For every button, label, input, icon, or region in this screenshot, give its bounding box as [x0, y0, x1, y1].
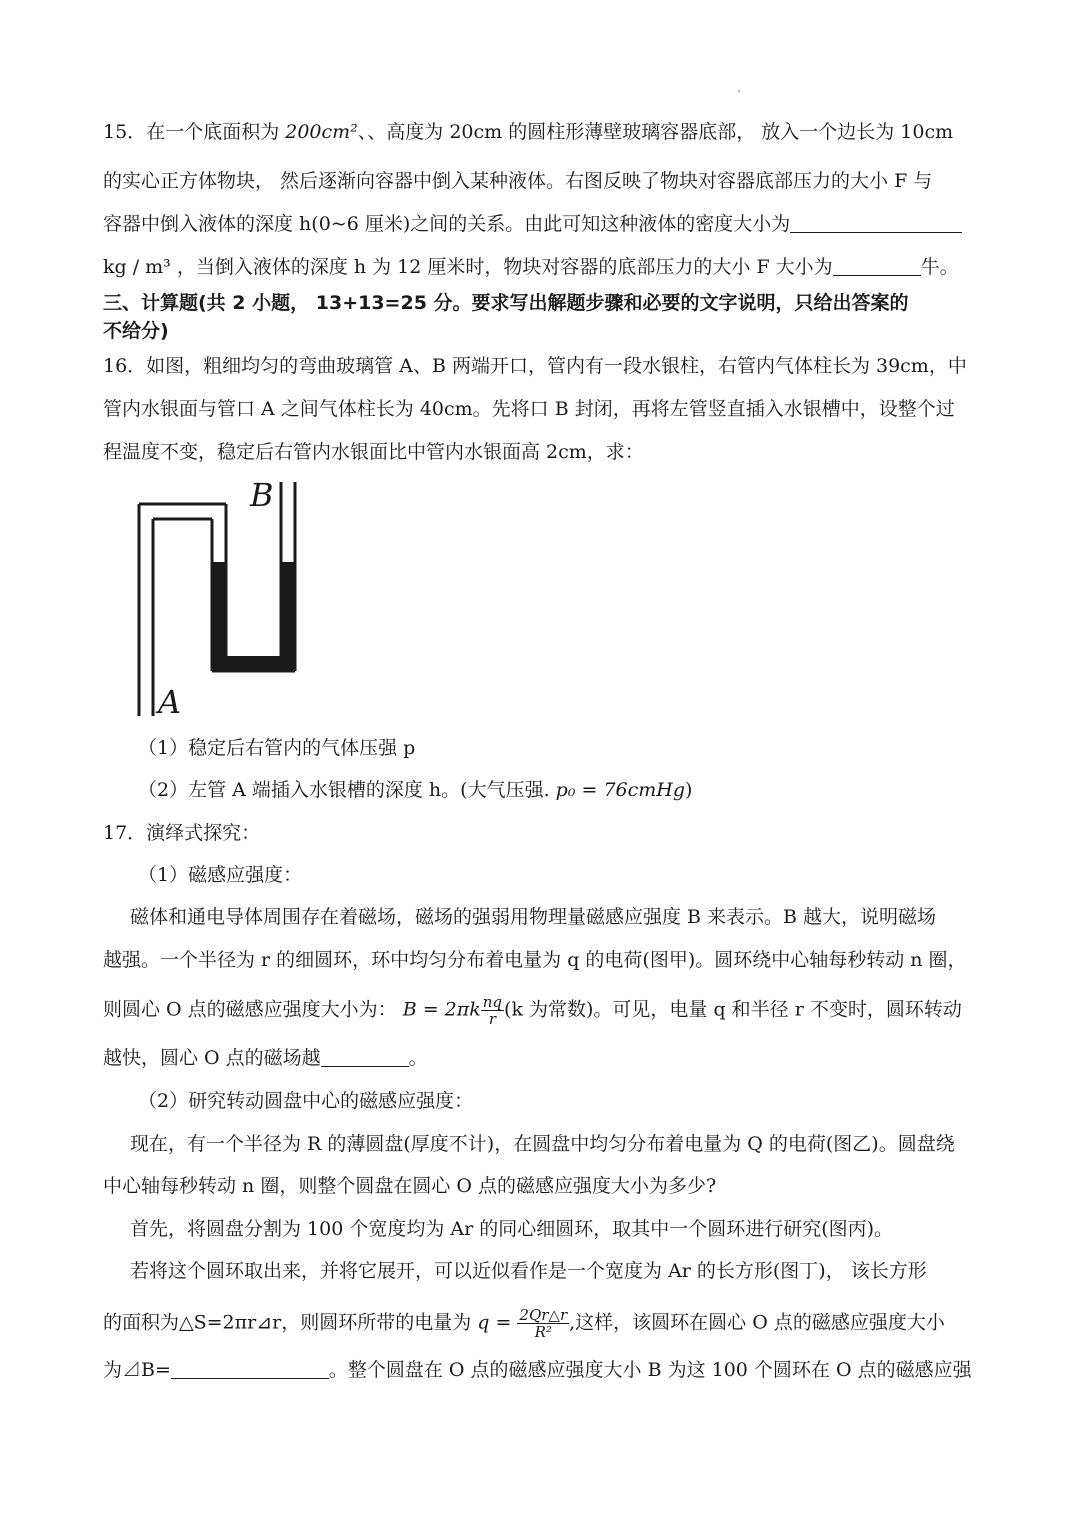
q15-text-2: 、、高度为 20cm 的圆柱形薄壁玻璃容器底部， 放入一个边长为 10cm	[357, 121, 954, 143]
q16-line-2: 管内水银面与管口 A 之间气体柱长为 40cm。先将口 B 封闭，再将左管竖直插入水银槽中，设整个过	[103, 398, 955, 420]
q15-line-4	[103, 254, 959, 280]
q17-p4-line-3-pre: 为⊿B=	[103, 1359, 171, 1381]
q17-p1-line-3-pre: 则圆心 O 点的磁感应强度大小为：	[103, 998, 403, 1021]
answer-blank-delta-b[interactable]	[171, 1360, 329, 1379]
section-heading-line-1: 三、计算题(共 2 小题， 13+13=25 分。要求写出解题步骤和必要的文字说明，只给出答案的	[103, 292, 909, 314]
q16-line-1: 16．如图，粗细均匀的弯曲玻璃管 A、B 两端开口，管内有一段水银柱，右管内气体柱长为 39cm，中	[103, 355, 967, 377]
scan-speck	[738, 90, 740, 92]
fraction-denominator: r	[488, 1010, 496, 1028]
q15-text-4: kg / m³ ，当倒入液体的深度 h 为 12 厘米时，物块对容器的底部压力的大小 F 大小为	[103, 256, 833, 278]
q17-sub-1-title: （1）磁感应强度：	[138, 864, 303, 886]
bent-tube-diagram	[130, 476, 310, 721]
mercury-column	[212, 562, 295, 671]
q17-p3-line-1: 首先，将圆盘分割为 100 个宽度均为 Ar 的同心细圆环，取其中一个圆环进行研究(图丙)。	[130, 1218, 894, 1240]
q15-text-1: 在一个底面积为	[146, 121, 286, 143]
answer-blank-force[interactable]	[833, 257, 921, 276]
q16-line-3: 程温度不变，稳定后右管内水银面比中管内水银面高 2cm，求：	[103, 441, 644, 463]
answer-blank-field-strength[interactable]	[321, 1048, 409, 1067]
b-formula-lhs: B = 2πk	[402, 998, 481, 1021]
q17-p2-line-2: 中心轴每秒转动 n 圈，则整个圆盘在圆心 O 点的磁感应强度大小为多少?	[103, 1175, 717, 1197]
q15-area-formula: 200cm²	[285, 121, 358, 143]
q15-text-4-end: 牛。	[920, 256, 959, 278]
q16-sub-1: （1）稳定后右管内的气体压强 p	[138, 737, 416, 759]
q15-number: 15．	[103, 121, 147, 143]
b-formula-fraction	[481, 994, 504, 1027]
q17-title: 17．演绎式探究：	[103, 822, 261, 844]
fraction-numerator: nq	[482, 993, 503, 1011]
fraction-denominator: R²	[534, 1323, 552, 1341]
q17-p1-line-4-pre: 越快，圆心 O 点的磁场越	[103, 1047, 321, 1069]
q16-sub-2-close: )	[685, 779, 693, 801]
q17-p4-line-1: 若将这个圆环取出来，并将它展开，可以近似看作是一个宽度为 Ar 的长方形(图丁)， 该长方形	[130, 1260, 927, 1282]
q17-sub-2-title: （2）研究转动圆盘中心的磁感应强度：	[138, 1090, 474, 1112]
q17-p2-line-1: 现在，有一个半径为 R 的薄圆盘(厚度不计)，在圆盘中均匀分布着电量为 Q 的电荷(图乙)。圆盘绕	[130, 1133, 955, 1155]
q17-p1-line-4-end: 。	[408, 1047, 428, 1069]
answer-blank-density[interactable]	[790, 214, 962, 233]
q17-p1-line-3-post: (k 为常数)。可见，电量 q 和半径 r 不变时，圆环转动	[504, 998, 962, 1021]
label-b: B	[250, 476, 274, 514]
q17-p4-line-2	[103, 1307, 945, 1340]
q17-p4-line-2-post: ,这样，该圆环在圆心 O 点的磁感应强度大小	[569, 1311, 945, 1334]
atm-pressure-formula: p₀ = 76cmHg	[555, 779, 686, 801]
q17-p4-line-3-post: 。整个圆盘在 O 点的磁感应强度大小 B 为这 100 个圆环在 O 点的磁感应强	[328, 1359, 972, 1381]
section-heading-line-2: 不给分)	[103, 320, 169, 342]
q17-p1-line-2: 越强。一个半径为 r 的细圆环，环中均匀分布着电量为 q 的电荷(图甲)。圆环绕中心轴每秒转动 n 圈，	[103, 949, 967, 971]
q15-line-2: 的实心正方体物块， 然后逐渐向容器中倒入某种液体。右图反映了物块对容器底部压力的大小 F 与	[103, 170, 933, 192]
fraction-numerator: 2Qr△r	[519, 1306, 568, 1324]
q16-sub-2	[138, 777, 692, 803]
q17-p4-line-3	[103, 1357, 972, 1383]
q17-p1-line-4	[103, 1045, 428, 1071]
q-formula-fraction	[517, 1307, 569, 1340]
q17-p1-line-1: 磁体和通电导体周围存在着磁场，磁场的强弱用物理量磁感应强度 B 来表示。B 越大，说明磁场	[130, 906, 937, 928]
q-formula-lhs: q =	[477, 1311, 518, 1334]
q16-sub-2-text: （2）左管 A 端插入水银槽的深度 h。(大气压强.	[138, 779, 556, 801]
q15-line-1	[103, 119, 953, 145]
q15-text-3: 容器中倒入液体的深度 h(0~6 厘米)之间的关系。由此可知这种液体的密度大小为	[103, 213, 791, 235]
q17-p1-line-3	[103, 994, 962, 1027]
q15-line-3	[103, 211, 962, 237]
label-a: A	[158, 683, 182, 721]
q17-p4-line-2-pre: 的面积为△S=2πr⊿r，则圆环所带的电量为	[103, 1311, 478, 1334]
